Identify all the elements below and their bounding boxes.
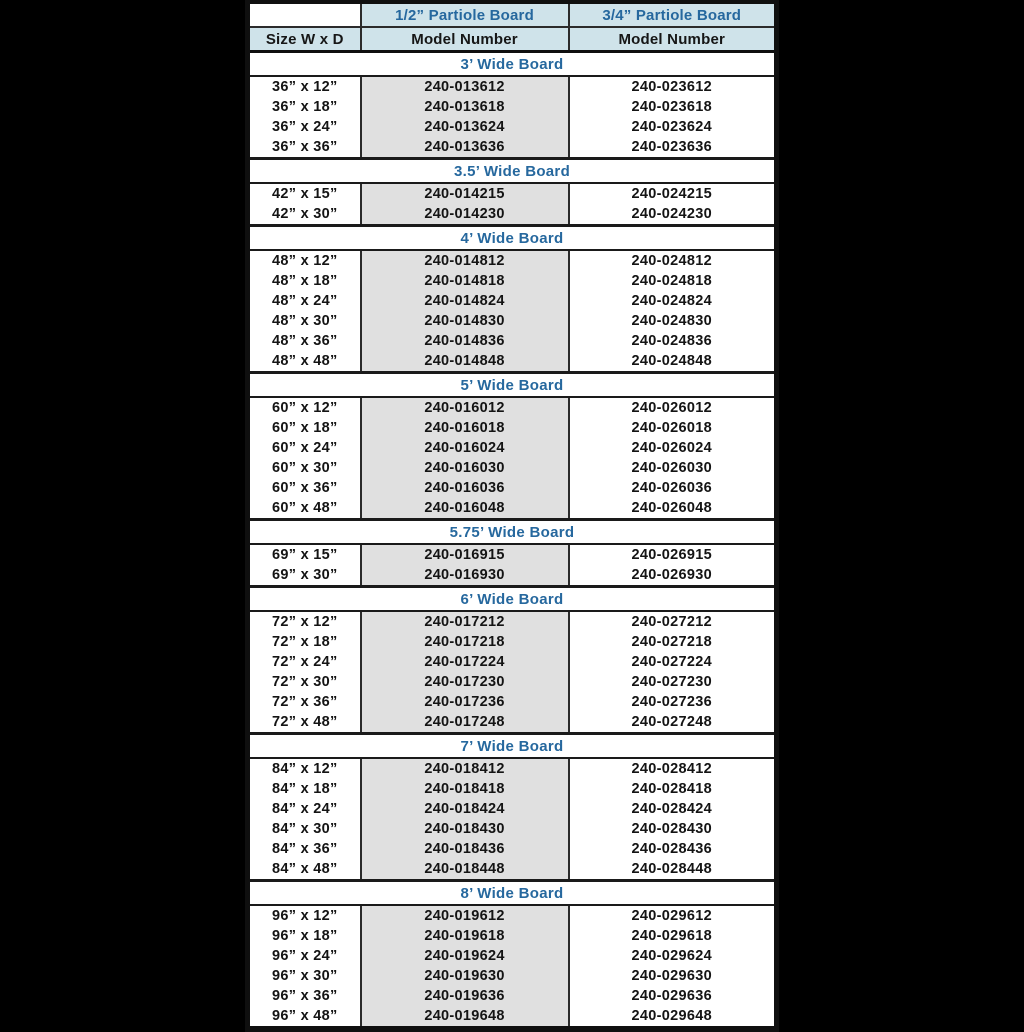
table-row bbox=[248, 351, 777, 373]
section-title: 5’ Wide Board bbox=[248, 373, 777, 398]
model-number-half-cell: 240-014848 bbox=[361, 351, 569, 373]
table-row bbox=[248, 76, 777, 97]
model-number-half-cell: 240-013612 bbox=[361, 76, 569, 97]
table-row bbox=[248, 498, 777, 520]
model-number-three-quarter-cell: 240-029618 bbox=[569, 926, 777, 946]
model-number-half-cell: 240-017236 bbox=[361, 692, 569, 712]
model-number-three-quarter-cell: 240-026024 bbox=[569, 438, 777, 458]
table-row bbox=[248, 1006, 777, 1029]
model-number-three-quarter-cell: 240-024824 bbox=[569, 291, 777, 311]
model-number-half-cell: 240-017248 bbox=[361, 712, 569, 734]
model-number-three-quarter-cell: 240-026930 bbox=[569, 565, 777, 587]
model-number-half-cell: 240-014215 bbox=[361, 183, 569, 204]
model-number-three-quarter-cell: 240-029624 bbox=[569, 946, 777, 966]
model-number-three-quarter-cell: 240-028448 bbox=[569, 859, 777, 881]
model-number-three-quarter-cell: 240-023624 bbox=[569, 117, 777, 137]
model-number-half-cell: 240-018430 bbox=[361, 819, 569, 839]
size-cell: 48” x 12” bbox=[248, 250, 361, 271]
size-cell: 60” x 48” bbox=[248, 498, 361, 520]
table-row bbox=[248, 712, 777, 734]
model-number-half-cell: 240-018412 bbox=[361, 758, 569, 779]
table-row bbox=[248, 183, 777, 204]
model-number-half-cell: 240-017224 bbox=[361, 652, 569, 672]
size-cell: 48” x 48” bbox=[248, 351, 361, 373]
model-number-three-quarter-cell: 240-029636 bbox=[569, 986, 777, 1006]
model-number-half-cell: 240-019624 bbox=[361, 946, 569, 966]
model-number-three-quarter-cell: 240-024830 bbox=[569, 311, 777, 331]
model-number-half-cell: 240-017212 bbox=[361, 611, 569, 632]
model-number-half-cell: 240-018424 bbox=[361, 799, 569, 819]
section-title: 5.75’ Wide Board bbox=[248, 520, 777, 545]
model-number-half-cell: 240-016024 bbox=[361, 438, 569, 458]
model-number-half-cell: 240-013618 bbox=[361, 97, 569, 117]
model-number-half-cell: 240-016012 bbox=[361, 397, 569, 418]
size-cell: 60” x 12” bbox=[248, 397, 361, 418]
model-number-three-quarter-cell: 240-026030 bbox=[569, 458, 777, 478]
model-number-three-quarter-cell: 240-027236 bbox=[569, 692, 777, 712]
size-cell: 48” x 24” bbox=[248, 291, 361, 311]
size-cell: 36” x 18” bbox=[248, 97, 361, 117]
table-row bbox=[248, 438, 777, 458]
model-number-three-quarter-cell: 240-026915 bbox=[569, 544, 777, 565]
size-cell: 96” x 18” bbox=[248, 926, 361, 946]
size-column-header: Size W x D bbox=[248, 27, 361, 52]
size-cell: 69” x 15” bbox=[248, 544, 361, 565]
size-cell: 36” x 12” bbox=[248, 76, 361, 97]
model-number-column-header-half: Model Number bbox=[361, 27, 569, 52]
size-cell: 72” x 36” bbox=[248, 692, 361, 712]
model-number-half-cell: 240-016048 bbox=[361, 498, 569, 520]
model-number-three-quarter-cell: 240-026048 bbox=[569, 498, 777, 520]
size-cell: 60” x 30” bbox=[248, 458, 361, 478]
model-number-three-quarter-cell: 240-026012 bbox=[569, 397, 777, 418]
table-row bbox=[248, 250, 777, 271]
table-row bbox=[248, 137, 777, 159]
model-number-half-cell: 240-013636 bbox=[361, 137, 569, 159]
model-number-three-quarter-cell: 240-028436 bbox=[569, 839, 777, 859]
section-header-row bbox=[248, 159, 777, 184]
model-number-three-quarter-cell: 240-028430 bbox=[569, 819, 777, 839]
model-number-half-cell: 240-019612 bbox=[361, 905, 569, 926]
model-number-half-cell: 240-014812 bbox=[361, 250, 569, 271]
table-row bbox=[248, 986, 777, 1006]
model-number-half-cell: 240-017218 bbox=[361, 632, 569, 652]
model-number-three-quarter-cell: 240-027218 bbox=[569, 632, 777, 652]
model-number-three-quarter-cell: 240-029648 bbox=[569, 1006, 777, 1029]
table-row bbox=[248, 418, 777, 438]
size-cell: 84” x 48” bbox=[248, 859, 361, 881]
model-number-three-quarter-cell: 240-026018 bbox=[569, 418, 777, 438]
size-cell: 72” x 48” bbox=[248, 712, 361, 734]
model-number-half-cell: 240-018436 bbox=[361, 839, 569, 859]
table-row bbox=[248, 946, 777, 966]
model-number-half-cell: 240-014824 bbox=[361, 291, 569, 311]
size-cell: 42” x 15” bbox=[248, 183, 361, 204]
model-number-three-quarter-cell: 240-027248 bbox=[569, 712, 777, 734]
table-row bbox=[248, 271, 777, 291]
model-number-half-cell: 240-014830 bbox=[361, 311, 569, 331]
model-number-half-cell: 240-019648 bbox=[361, 1006, 569, 1029]
three-quarter-inch-board-group-header: 3/4” Partiole Board bbox=[569, 2, 777, 27]
size-cell: 69” x 30” bbox=[248, 565, 361, 587]
table-row bbox=[248, 926, 777, 946]
model-number-three-quarter-cell: 240-024215 bbox=[569, 183, 777, 204]
model-number-half-cell: 240-013624 bbox=[361, 117, 569, 137]
model-number-three-quarter-cell: 240-024818 bbox=[569, 271, 777, 291]
model-number-half-cell: 240-014818 bbox=[361, 271, 569, 291]
half-inch-board-group-header: 1/2” Partiole Board bbox=[361, 2, 569, 27]
model-number-half-cell: 240-016018 bbox=[361, 418, 569, 438]
table-row bbox=[248, 311, 777, 331]
model-number-three-quarter-cell: 240-023612 bbox=[569, 76, 777, 97]
model-number-three-quarter-cell: 240-024230 bbox=[569, 204, 777, 226]
table-row bbox=[248, 758, 777, 779]
size-cell: 48” x 18” bbox=[248, 271, 361, 291]
table-row bbox=[248, 819, 777, 839]
section-header-row bbox=[248, 881, 777, 906]
size-cell: 60” x 18” bbox=[248, 418, 361, 438]
table-row bbox=[248, 458, 777, 478]
table-row bbox=[248, 331, 777, 351]
section-title: 3.5’ Wide Board bbox=[248, 159, 777, 184]
model-number-half-cell: 240-016915 bbox=[361, 544, 569, 565]
table-row bbox=[248, 117, 777, 137]
model-number-three-quarter-cell: 240-028424 bbox=[569, 799, 777, 819]
model-number-three-quarter-cell: 240-027230 bbox=[569, 672, 777, 692]
section-title: 7’ Wide Board bbox=[248, 734, 777, 759]
blank-header-cell bbox=[248, 2, 361, 27]
model-number-three-quarter-cell: 240-024836 bbox=[569, 331, 777, 351]
size-cell: 96” x 48” bbox=[248, 1006, 361, 1029]
thickness-group-header-row bbox=[248, 2, 777, 27]
model-number-half-cell: 240-019636 bbox=[361, 986, 569, 1006]
model-number-three-quarter-cell: 240-024848 bbox=[569, 351, 777, 373]
section-header-row bbox=[248, 520, 777, 545]
table-row bbox=[248, 291, 777, 311]
model-number-half-cell: 240-018418 bbox=[361, 779, 569, 799]
model-number-half-cell: 240-019618 bbox=[361, 926, 569, 946]
size-cell: 84” x 36” bbox=[248, 839, 361, 859]
model-number-column-header-three-quarter: Model Number bbox=[569, 27, 777, 52]
model-number-three-quarter-cell: 240-029630 bbox=[569, 966, 777, 986]
model-number-three-quarter-cell: 240-026036 bbox=[569, 478, 777, 498]
size-cell: 72” x 24” bbox=[248, 652, 361, 672]
size-cell: 84” x 30” bbox=[248, 819, 361, 839]
size-cell: 96” x 36” bbox=[248, 986, 361, 1006]
size-cell: 48” x 30” bbox=[248, 311, 361, 331]
table-row bbox=[248, 632, 777, 652]
particle-board-model-table bbox=[245, 0, 779, 1032]
size-cell: 72” x 30” bbox=[248, 672, 361, 692]
size-cell: 96” x 24” bbox=[248, 946, 361, 966]
model-number-half-cell: 240-014836 bbox=[361, 331, 569, 351]
section-title: 4’ Wide Board bbox=[248, 226, 777, 251]
table-row bbox=[248, 478, 777, 498]
table-row bbox=[248, 839, 777, 859]
size-cell: 72” x 18” bbox=[248, 632, 361, 652]
size-cell: 96” x 12” bbox=[248, 905, 361, 926]
model-number-three-quarter-cell: 240-027224 bbox=[569, 652, 777, 672]
table-row bbox=[248, 966, 777, 986]
model-number-half-cell: 240-017230 bbox=[361, 672, 569, 692]
size-cell: 36” x 24” bbox=[248, 117, 361, 137]
section-title: 6’ Wide Board bbox=[248, 587, 777, 612]
model-number-half-cell: 240-016030 bbox=[361, 458, 569, 478]
model-number-half-cell: 240-016930 bbox=[361, 565, 569, 587]
section-header-row bbox=[248, 587, 777, 612]
model-number-three-quarter-cell: 240-024812 bbox=[569, 250, 777, 271]
table-row bbox=[248, 672, 777, 692]
size-cell: 60” x 24” bbox=[248, 438, 361, 458]
model-number-three-quarter-cell: 240-023636 bbox=[569, 137, 777, 159]
model-number-three-quarter-cell: 240-027212 bbox=[569, 611, 777, 632]
table-row bbox=[248, 779, 777, 799]
table-row bbox=[248, 565, 777, 587]
table-row bbox=[248, 97, 777, 117]
model-number-half-cell: 240-016036 bbox=[361, 478, 569, 498]
model-number-three-quarter-cell: 240-029612 bbox=[569, 905, 777, 926]
model-number-half-cell: 240-018448 bbox=[361, 859, 569, 881]
table-row bbox=[248, 204, 777, 226]
model-number-half-cell: 240-014230 bbox=[361, 204, 569, 226]
section-title: 8’ Wide Board bbox=[248, 881, 777, 906]
table-row bbox=[248, 611, 777, 632]
size-cell: 84” x 18” bbox=[248, 779, 361, 799]
section-title: 3’ Wide Board bbox=[248, 52, 777, 77]
model-number-three-quarter-cell: 240-028412 bbox=[569, 758, 777, 779]
table-row bbox=[248, 692, 777, 712]
table-row bbox=[248, 799, 777, 819]
size-cell: 72” x 12” bbox=[248, 611, 361, 632]
section-header-row bbox=[248, 226, 777, 251]
column-label-header-row bbox=[248, 27, 777, 52]
size-cell: 84” x 12” bbox=[248, 758, 361, 779]
section-header-row bbox=[248, 734, 777, 759]
table-row bbox=[248, 905, 777, 926]
section-header-row bbox=[248, 373, 777, 398]
model-number-three-quarter-cell: 240-023618 bbox=[569, 97, 777, 117]
size-cell: 42” x 30” bbox=[248, 204, 361, 226]
table-row bbox=[248, 397, 777, 418]
table-row bbox=[248, 652, 777, 672]
model-number-half-cell: 240-019630 bbox=[361, 966, 569, 986]
table-row bbox=[248, 859, 777, 881]
model-number-three-quarter-cell: 240-028418 bbox=[569, 779, 777, 799]
size-cell: 96” x 30” bbox=[248, 966, 361, 986]
table-row bbox=[248, 544, 777, 565]
section-header-row bbox=[248, 52, 777, 77]
size-cell: 84” x 24” bbox=[248, 799, 361, 819]
size-cell: 36” x 36” bbox=[248, 137, 361, 159]
size-cell: 60” x 36” bbox=[248, 478, 361, 498]
size-cell: 48” x 36” bbox=[248, 331, 361, 351]
